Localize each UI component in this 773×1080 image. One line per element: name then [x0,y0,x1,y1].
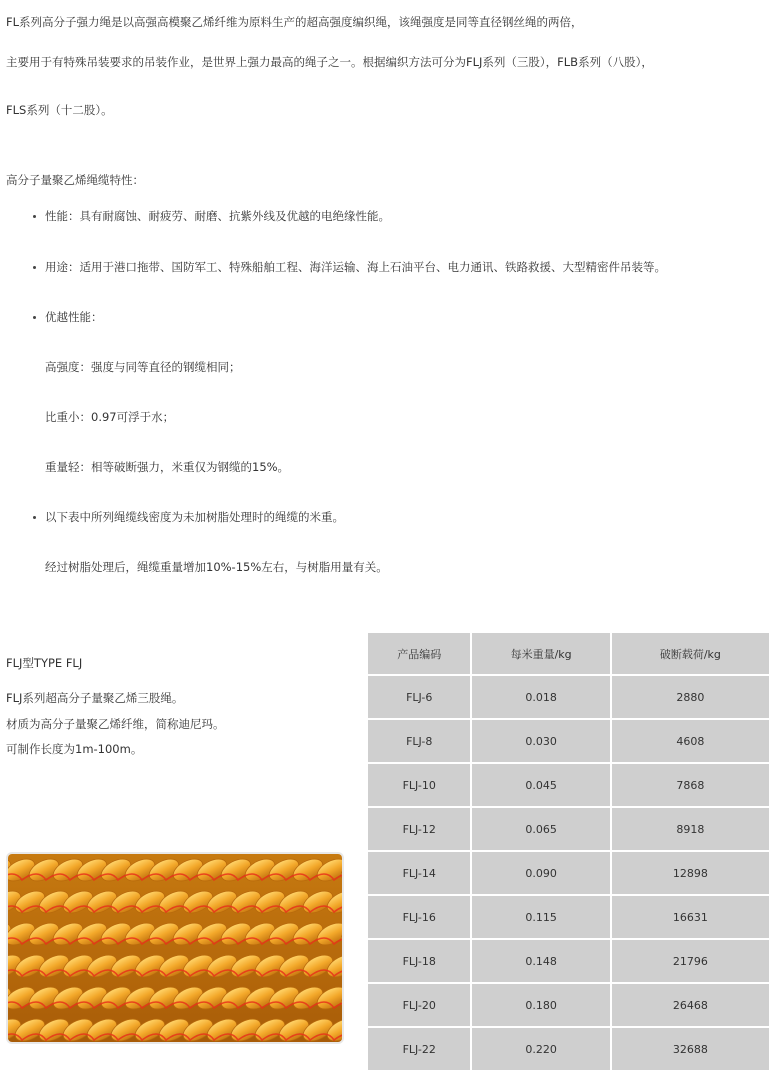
table-row [368,764,769,808]
table-row [368,940,769,984]
rope-icon [8,854,342,1042]
table-row [368,1028,769,1072]
rope-photo [6,852,344,1044]
cell-product-code: FLJ-8 [368,720,472,764]
cell-breaking-load: 2880 [612,676,769,720]
cell-breaking-load: 8918 [612,808,769,852]
cell-weight-per-meter: 0.090 [472,852,611,896]
feature-superior: 优越性能： [45,310,103,324]
cell-product-code: FLJ-6 [368,676,472,720]
intro-line-1: FL系列高分子强力绳是以高强高模聚乙烯纤维为原料生产的超高强度编织绳，该绳强度是同等直径钢丝绳的两倍， [6,15,583,29]
cell-weight-per-meter: 0.220 [472,1028,611,1072]
header-breaking-load: 破断载荷/kg [612,633,769,676]
cell-product-code: FLJ-22 [368,1028,472,1072]
table-row [368,852,769,896]
cell-product-code: FLJ-12 [368,808,472,852]
features-heading: 高分子量聚乙烯绳缆特性： [6,173,144,187]
product-desc-1: FLJ系列超高分子量聚乙烯三股绳。 [6,691,184,705]
product-desc-2: 材质为高分子量聚乙烯纤维，简称迪尼玛。 [6,717,225,731]
feature-strength: 高强度：强度与同等直径的钢缆相同； [45,360,241,374]
cell-product-code: FLJ-14 [368,852,472,896]
intro-line-2: 主要用于有特殊吊装要求的吊装作业，是世界上强力最高的绳子之一。根据编织方法可分为FLJ系列（三股），FLB系列（八股）， [6,55,653,69]
table-row [368,720,769,764]
table-row [368,984,769,1028]
feature-resin: 经过树脂处理后，绳缆重量增加10%-15%左右，与树脂用量有关。 [45,560,388,574]
cell-product-code: FLJ-10 [368,764,472,808]
cell-product-code: FLJ-20 [368,984,472,1028]
cell-weight-per-meter: 0.148 [472,940,611,984]
bullet-icon [33,266,36,269]
bullet-icon [33,316,36,319]
feature-performance: 性能：具有耐腐蚀、耐疲劳、耐磨、抗紫外线及优越的电绝缘性能。 [45,209,390,223]
table-header-row [368,633,769,676]
cell-breaking-load: 7868 [612,764,769,808]
feature-note: 以下表中所列绳缆线密度为未加树脂处理时的绳缆的米重。 [45,510,344,524]
table-row [368,676,769,720]
bullet-icon [33,215,36,218]
cell-breaking-load: 21796 [612,940,769,984]
spec-table [368,633,769,1072]
table-row [368,808,769,852]
product-desc-3: 可制作长度为1m-100m。 [6,742,143,756]
cell-weight-per-meter: 0.180 [472,984,611,1028]
cell-breaking-load: 32688 [612,1028,769,1072]
cell-weight-per-meter: 0.065 [472,808,611,852]
cell-breaking-load: 16631 [612,896,769,940]
cell-product-code: FLJ-16 [368,896,472,940]
cell-weight-per-meter: 0.115 [472,896,611,940]
bullet-icon [33,516,36,519]
cell-breaking-load: 4608 [612,720,769,764]
feature-weight: 重量轻：相等破断强力，米重仅为钢缆的15%。 [45,460,290,474]
header-product-code: 产品编码 [368,633,472,676]
cell-weight-per-meter: 0.045 [472,764,611,808]
feature-density: 比重小：0.97可浮于水； [45,410,175,424]
feature-usage: 用途：适用于港口拖带、国防军工、特殊船舶工程、海洋运输、海上石油平台、电力通讯、铁路救援、大型精密件吊装等。 [45,260,666,274]
table-row [368,896,769,940]
cell-breaking-load: 26468 [612,984,769,1028]
cell-product-code: FLJ-18 [368,940,472,984]
intro-line-3: FLS系列（十二股）。 [6,103,113,117]
cell-breaking-load: 12898 [612,852,769,896]
header-weight-per-meter: 每米重量/kg [472,633,611,676]
product-type-title: FLJ型TYPE FLJ [6,656,83,670]
cell-weight-per-meter: 0.018 [472,676,611,720]
cell-weight-per-meter: 0.030 [472,720,611,764]
